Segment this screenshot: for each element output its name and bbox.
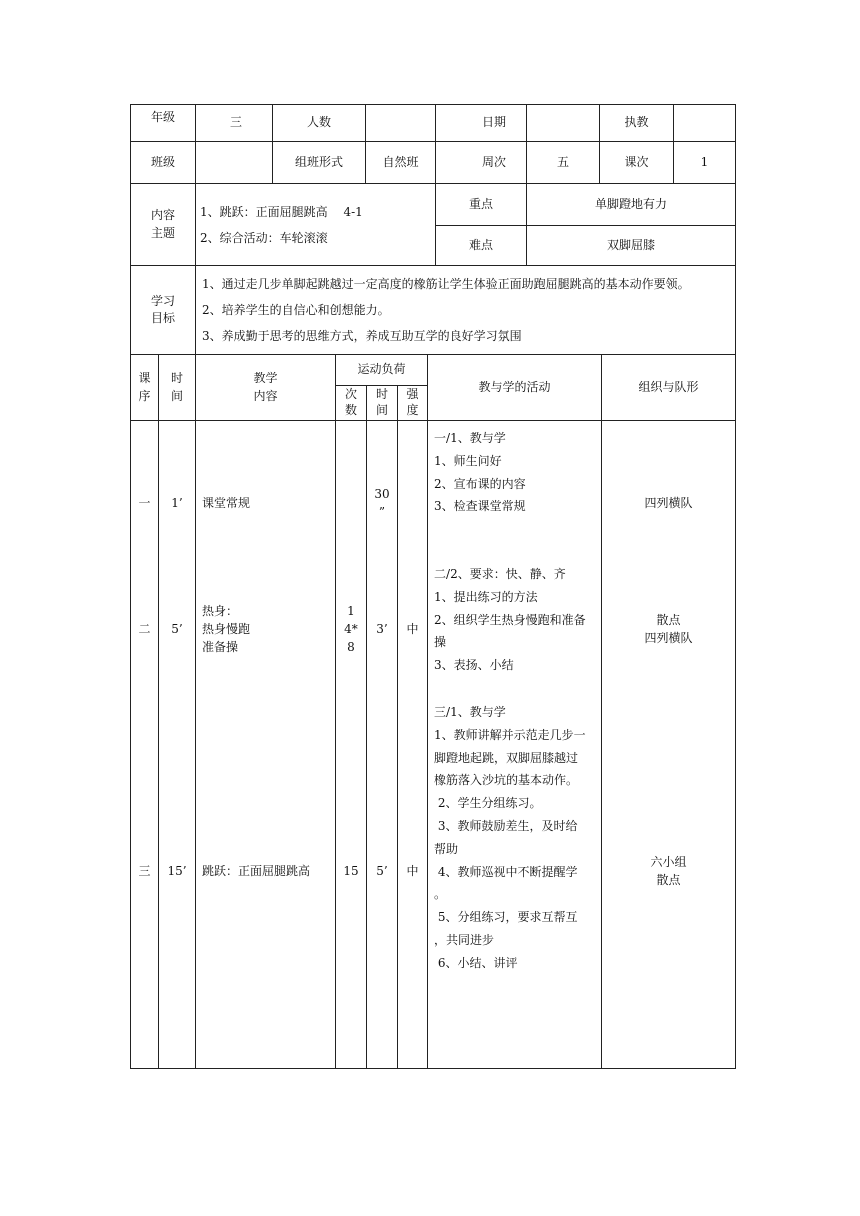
time-column <box>159 421 196 1069</box>
section-times-line: 4* <box>344 622 358 636</box>
section-activities-line: 6、小结、讲评 <box>434 955 518 970</box>
section-organization-line: 散点 <box>656 613 681 627</box>
activities-column <box>428 421 602 1069</box>
section-duration <box>367 620 397 638</box>
key-point-value: 单脚蹬地有力 <box>527 184 736 226</box>
section-activities-line: 3、表扬、小结 <box>434 658 514 673</box>
section-order <box>131 620 158 638</box>
section-times-line: 15 <box>343 864 359 878</box>
section-time-line: 5’ <box>171 622 183 636</box>
section-activities-line: 4、教师巡视中不断提醒学 <box>434 864 578 879</box>
col-intensity-l2: 度 <box>406 403 419 417</box>
content-item-2: 2、综合活动：车轮滚滚 <box>200 230 328 245</box>
col-organization-header: 组织与队形 <box>602 355 736 421</box>
section-times-line: 1 <box>347 604 355 618</box>
col-times-l1: 次 <box>344 387 357 402</box>
section-activities-line: 三/1、教与学 <box>434 705 506 719</box>
goals-label-line1: 学习 <box>150 293 175 308</box>
section-activities-line: 2、组织学生热身慢跑和准备 <box>434 612 586 627</box>
col-order-l2: 序 <box>138 388 151 403</box>
header-row-2 <box>131 142 736 184</box>
section-duration-line: 30 <box>374 487 390 501</box>
count-value <box>366 105 436 142</box>
count-label: 人数 <box>273 105 366 142</box>
section-duration <box>367 862 397 880</box>
section-activities-line: 一/1、教与学 <box>434 431 506 445</box>
lesson-plan-table <box>130 354 736 1069</box>
col-content-header <box>196 355 336 421</box>
goal-item: 2、培养学生的自信心和创想能力。 <box>202 303 390 317</box>
goal-item: 3、养成勤于思考的思维方式，养成互助互学的良好学习氛围 <box>202 329 522 343</box>
difficulty-label: 难点 <box>436 226 527 266</box>
col-duration-header <box>367 386 398 421</box>
section-activities-line: 操 <box>434 635 447 650</box>
col-time-l2: 间 <box>170 388 183 403</box>
col-duration-l2: 间 <box>375 403 388 417</box>
order-column <box>131 421 159 1069</box>
col-intensity-l1: 强 <box>406 387 419 402</box>
section-time-line: 15’ <box>167 864 187 878</box>
section-activities <box>428 427 601 518</box>
section-activities <box>428 563 601 677</box>
section-order <box>131 862 158 880</box>
col-duration-l1: 时 <box>375 387 388 402</box>
section-content-line: 跳跃：正面屈腿跳高 <box>202 864 311 878</box>
header-table <box>130 104 736 355</box>
section-organization-line: 四列横队 <box>644 496 693 510</box>
section-order-line: 三 <box>138 864 151 878</box>
date-label: 日期 <box>436 105 527 142</box>
duration-column <box>367 421 398 1069</box>
section-duration-line: 3’ <box>376 622 388 636</box>
section-activities-line: 3、检查课堂常规 <box>434 499 526 514</box>
section-organization-line: 四列横队 <box>644 631 693 645</box>
organization-column <box>602 421 736 1069</box>
column-header-row-1 <box>131 355 736 386</box>
section-content-line: 准备操 <box>202 640 239 654</box>
header-row-1 <box>131 105 736 142</box>
section-activities-line: 1、教师讲解并示范走几步一 <box>434 727 586 742</box>
grade-value: 三 <box>196 105 273 142</box>
section-times-line: 8 <box>347 640 355 654</box>
section-content-line: 热身慢跑 <box>202 622 251 636</box>
col-load-header: 运动负荷 <box>336 355 428 386</box>
section-activities-line: 1、提出练习的方法 <box>434 589 538 604</box>
section-activities-line: 2、宣布课的内容 <box>434 476 526 491</box>
section-time-line: 1’ <box>171 496 183 510</box>
col-activities-header: 教与学的活动 <box>428 355 602 421</box>
goals-label-line2: 目标 <box>150 311 175 325</box>
content-label-line2: 主题 <box>150 225 175 240</box>
section-order-line: 一 <box>138 496 151 510</box>
content-label-line1: 内容 <box>150 208 175 223</box>
goal-item: 1、通过走几步单脚起跳越过一定高度的橡筋让学生体验正面助跑屈腿跳高的基本动作要领。 <box>202 277 690 291</box>
section-intensity <box>398 862 427 880</box>
lesson-plan-sheet <box>130 104 735 1069</box>
section-content <box>196 602 335 656</box>
group-form-label: 组班形式 <box>273 142 366 184</box>
section-intensity-line: 中 <box>406 864 419 878</box>
goals-items <box>196 266 736 355</box>
col-order-header <box>131 355 159 421</box>
col-content-l1: 教学 <box>253 371 278 386</box>
section-content <box>196 494 335 512</box>
section-activities-line: 5、分组练习，要求互帮互 <box>434 910 578 925</box>
section-time <box>159 862 195 880</box>
goals-row <box>131 266 736 355</box>
grade-label: 年级 <box>131 105 196 142</box>
section-organization-line: 六小组 <box>650 855 687 869</box>
section-organization <box>602 611 735 647</box>
section-activities-line: 3、教师鼓励差生，及时给 <box>434 818 578 833</box>
teacher-value <box>674 105 736 142</box>
section-content-line: 热身： <box>202 604 239 618</box>
section-activities-line: 橡筋落入沙坑的基本动作。 <box>434 773 579 788</box>
group-form-value: 自然班 <box>366 142 436 184</box>
times-column <box>336 421 367 1069</box>
section-times <box>336 602 366 656</box>
section-time <box>159 620 195 638</box>
section-content-line: 课堂常规 <box>202 496 251 510</box>
intensity-column <box>398 421 428 1069</box>
content-items <box>196 184 436 266</box>
col-intensity-header <box>398 386 428 421</box>
section-activities-line: 脚蹬地起跳，双脚屈膝越过 <box>434 750 579 765</box>
section-activities-line: 帮助 <box>434 841 459 856</box>
section-time <box>159 494 195 512</box>
section-activities-line: 。 <box>434 887 447 902</box>
content-item-1: 1、跳跃：正面屈腿跳高 4-1 <box>200 204 363 219</box>
difficulty-value: 双脚屈膝 <box>527 226 736 266</box>
section-organization-line: 散点 <box>656 873 681 887</box>
section-activities <box>428 701 601 975</box>
goals-label <box>131 266 196 355</box>
lesson-label: 课次 <box>600 142 674 184</box>
section-activities-line: 二/2、要求：快、静、齐 <box>434 567 566 581</box>
section-intensity <box>398 620 427 638</box>
teacher-label: 执教 <box>600 105 674 142</box>
section-duration <box>367 485 397 521</box>
col-time-header <box>159 355 196 421</box>
week-value: 五 <box>527 142 600 184</box>
section-duration-line: ” <box>378 505 386 519</box>
section-order <box>131 494 158 512</box>
col-order-l1: 课 <box>138 371 151 386</box>
sections-body-row <box>131 421 736 1069</box>
week-label: 周次 <box>436 142 527 184</box>
col-times-header <box>336 386 367 421</box>
content-label <box>131 184 196 266</box>
section-activities-line: 2、学生分组练习。 <box>434 796 542 811</box>
content-column <box>196 421 336 1069</box>
col-content-l2: 内容 <box>253 388 278 403</box>
content-row-1 <box>131 184 736 226</box>
col-times-l2: 数 <box>344 403 357 417</box>
section-organization <box>602 494 735 512</box>
class-value <box>196 142 273 184</box>
section-intensity-line: 中 <box>406 622 419 636</box>
lesson-value: 1 <box>674 142 736 184</box>
section-content <box>196 862 335 880</box>
col-time-l1: 时 <box>170 371 183 386</box>
class-label: 班级 <box>131 142 196 184</box>
date-value <box>527 105 600 142</box>
section-order-line: 二 <box>138 622 151 636</box>
section-duration-line: 5’ <box>376 864 388 878</box>
section-activities-line: 1、师生问好 <box>434 453 502 468</box>
section-organization <box>602 853 735 889</box>
section-times <box>336 862 366 880</box>
section-activities-line: ，共同进步 <box>434 932 495 947</box>
key-point-label: 重点 <box>436 184 527 226</box>
